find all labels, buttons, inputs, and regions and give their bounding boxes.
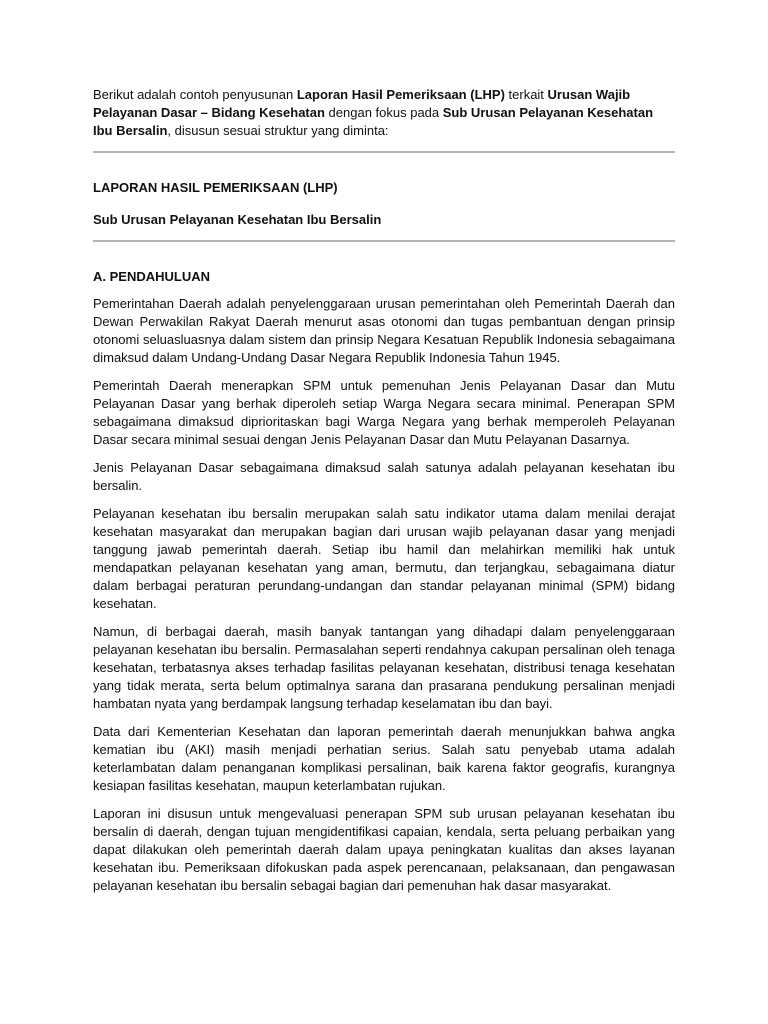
intro-text-1: Berikut adalah contoh penyusunan: [93, 87, 297, 102]
body-paragraph-1: Pemerintahan Daerah adalah penyelenggaraan urusan pemerintahan oleh Pemerintah Daerah dan Dewan Perwakilan Rakyat Daerah menurut asas otonomi dan tugas pembantuan dengan prinsip otonomi seluasluasnya dalam sistem dan prinsip Negara Kesatuan Republik Indonesia sebagaimana dimaksud dalam Undang-Undang Dasar Negara Republik Indonesia Tahun 1945.: [93, 296, 675, 365]
intro-text-4: , disusun sesuai struktur yang diminta:: [167, 123, 389, 138]
divider-top: [93, 151, 675, 153]
body-paragraph-5: Namun, di berbagai daerah, masih banyak tantangan yang dihadapi dalam penyelenggaraan pelayanan kesehatan ibu bersalin. Permasalahan seperti rendahnya cakupan persalinan oleh tenaga kesehatan, terbatasnya akses terhadap fasilitas pelayanan kesehatan, distribusi tenaga kesehatan yang tidak merata, serta belum optimalnya sarana dan prasarana pendukung persalinan menjadi hambatan nyata yang berdampak langsung terhadap keselamatan ibu dan bayi.: [93, 624, 675, 711]
intro-bold-lhp: Laporan Hasil Pemeriksaan (LHP): [296, 87, 505, 102]
body-paragraph-6: Data dari Kementerian Kesehatan dan laporan pemerintah daerah menunjukkan bahwa angka kematian ibu (AKI) masih menjadi perhatian serius. Salah satu penyebab utama adalah keterlambatan dalam penanganan komplikasi persalinan, baik karena faktor geografis, kurangnya kesiapan fasilitas kesehatan, maupun keterlambatan rujukan.: [93, 724, 675, 793]
intro-text-2: terkait: [504, 87, 548, 102]
body-paragraph-4: Pelayanan kesehatan ibu bersalin merupakan salah satu indikator utama dalam menilai derajat kesehatan masyarakat dan merupakan bagian dari urusan wajib pelayanan dasar yang menjadi tanggung jawab pemerintah daerah. Setiap ibu hamil dan melahirkan memiliki hak untuk mendapatkan pelayanan kesehatan yang aman, bermutu, dan terjangkau, sebagaimana diatur dalam berbagai peraturan perundang-undangan dan standar pelayanan minimal (SPM) bidang kesehatan.: [93, 506, 675, 611]
report-title: LAPORAN HASIL PEMERIKSAAN (LHP): [93, 180, 338, 195]
intro-bold-urusan: Urusan Wajib Pelayanan Dasar – Bidang Kesehatan: [93, 87, 631, 120]
body-paragraph-2: Pemerintah Daerah menerapkan SPM untuk pemenuhan Jenis Pelayanan Dasar dan Mutu Pelayanan Dasar yang berhak diperoleh setiap Warga Negara secara minimal. Penerapan SPM sebagaimana dimaksud diprioritaskan bagi Warga Negara yang berhak memperoleh Pelayanan Dasar secara minimal sesuai dengan Jenis Pelayanan Dasar dan Mutu Pelayanan Dasarnya.: [93, 378, 675, 447]
intro-paragraph: [93, 86, 675, 140]
body-paragraph-3: Jenis Pelayanan Dasar sebagaimana dimaksud salah satunya adalah pelayanan kesehatan ibu bersalin.: [93, 460, 675, 493]
document-page: [93, 86, 675, 895]
report-subtitle: Sub Urusan Pelayanan Kesehatan Ibu Bersalin: [93, 212, 382, 227]
section-heading: A. PENDAHULUAN: [93, 269, 210, 284]
body-paragraph-7: Laporan ini disusun untuk mengevaluasi penerapan SPM sub urusan pelayanan kesehatan ibu bersalin di daerah, dengan tujuan mengidentifikasi capaian, kendala, serta peluang perbaikan yang dapat dilakukan oleh pemerintah daerah dalam upaya peningkatan kualitas dan akses layanan kesehatan ibu. Pemeriksaan difokuskan pada aspek perencanaan, pelaksanaan, dan pengawasan pelayanan kesehatan ibu bersalin sebagai bagian dari pemenuhan hak dasar masyarakat.: [93, 806, 675, 893]
divider-bottom: [93, 240, 675, 242]
intro-bold-sub-urusan: Sub Urusan Pelayanan Kesehatan Ibu Bersalin: [93, 105, 654, 138]
intro-text-3: dengan fokus pada: [324, 105, 443, 120]
